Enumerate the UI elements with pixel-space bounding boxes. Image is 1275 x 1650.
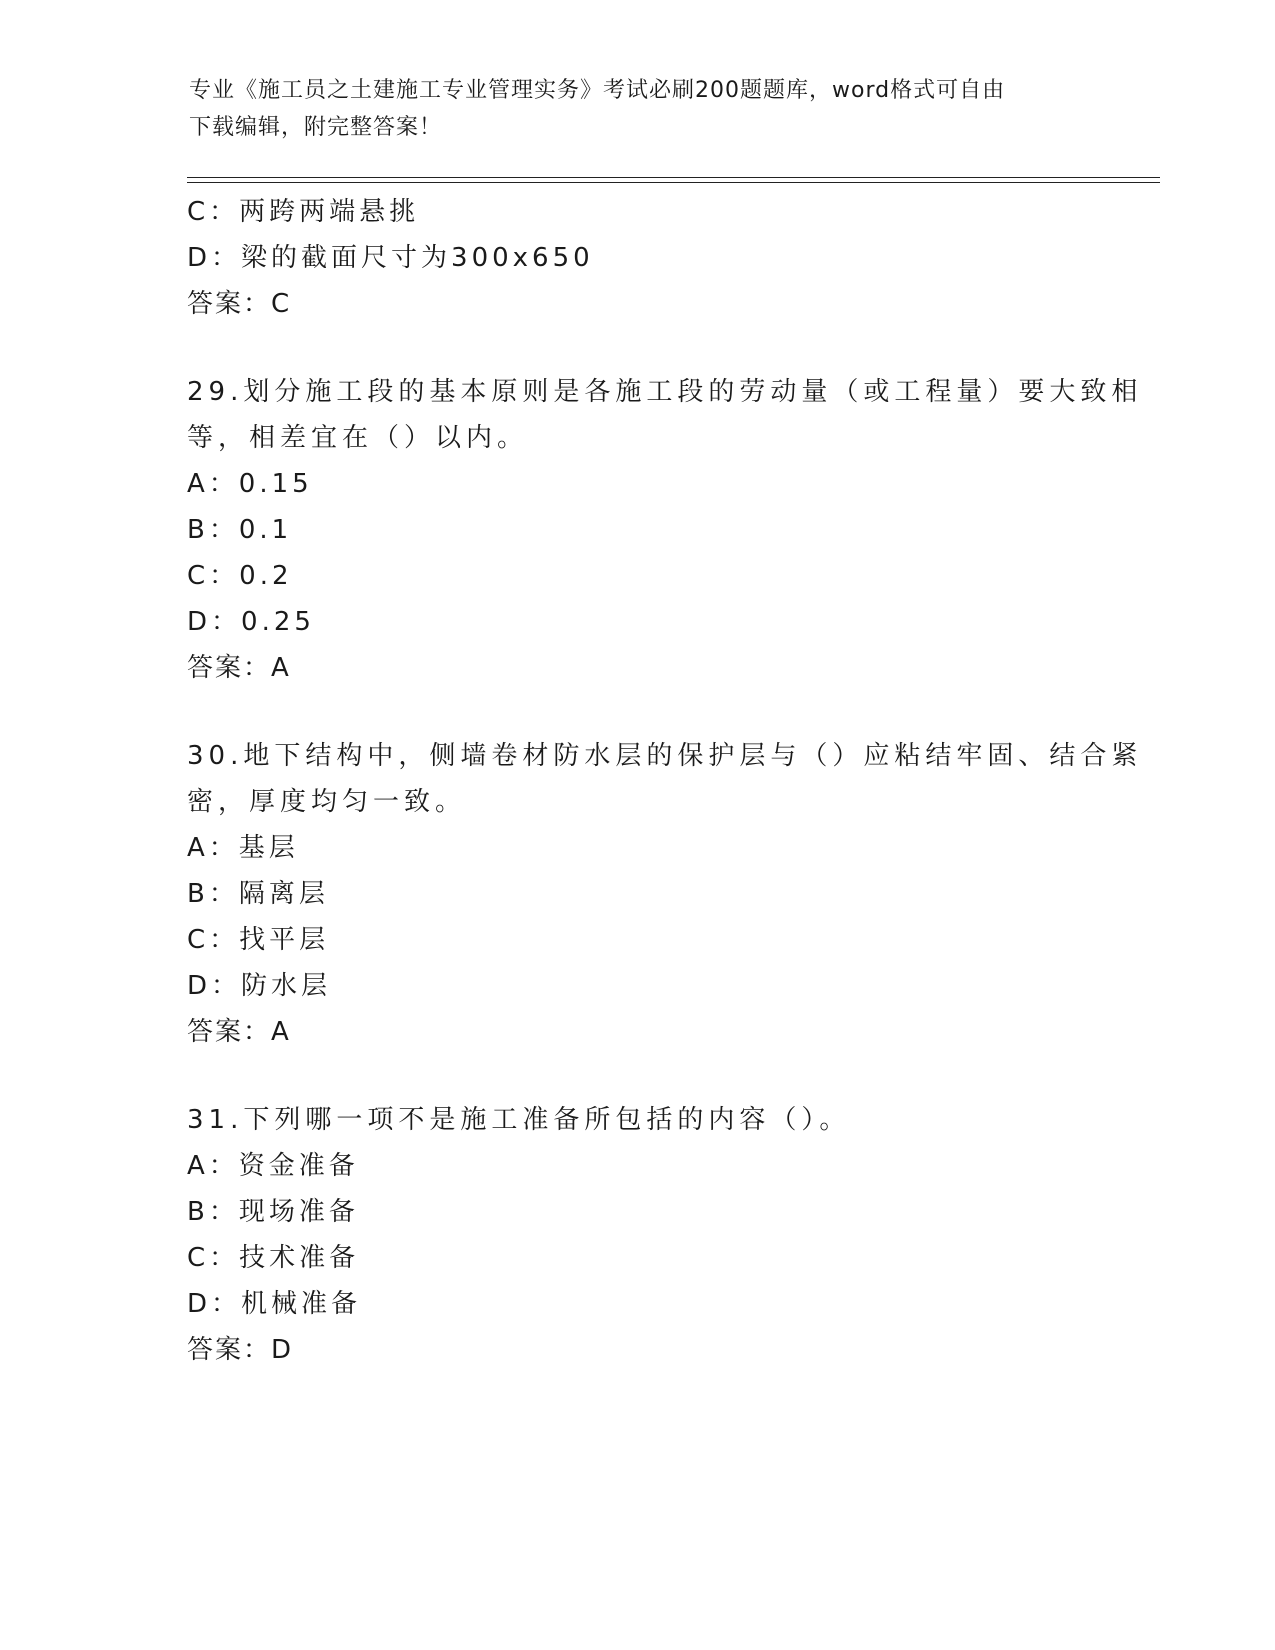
option-b: B：隔离层 — [187, 879, 329, 909]
document-header — [189, 72, 1089, 146]
answer-line: 答案：C — [187, 289, 292, 319]
option-d: D：防水层 — [187, 971, 332, 1001]
option-a: A：0.15 — [187, 469, 313, 499]
header-line-2: 下载编辑，附完整答案！ — [189, 115, 443, 140]
question-stem: 30.地下结构中，侧墙卷材防水层的保护层与（）应粘结牢固、结合紧 — [187, 741, 1143, 771]
option-b: B：0.1 — [187, 515, 293, 545]
question-29 — [187, 369, 1143, 691]
option-c: C：技术准备 — [187, 1243, 360, 1273]
header-line-1: 专业《施工员之土建施工专业管理实务》考试必刷200题题库，word格式可自由 — [189, 78, 1006, 103]
option-c: C：两跨两端悬挑 — [187, 197, 420, 227]
question-stem-continued: 密，厚度均匀一致。 — [187, 787, 467, 817]
answer-line: 答案：D — [187, 1335, 294, 1365]
answer-line: 答案：A — [187, 653, 291, 683]
header-divider-bottom — [187, 182, 1160, 183]
document-body — [187, 189, 1143, 1373]
option-d: D：0.25 — [187, 607, 315, 637]
option-c: C：找平层 — [187, 925, 330, 955]
option-c: C：0.2 — [187, 561, 293, 591]
question-30 — [187, 733, 1143, 1055]
answer-line: 答案：A — [187, 1017, 291, 1047]
question-stem-continued: 等，相差宜在（）以内。 — [187, 423, 529, 453]
question-stem: 29.划分施工段的基本原则是各施工段的劳动量（或工程量）要大致相 — [187, 377, 1143, 407]
question-stem: 31.下列哪一项不是施工准备所包括的内容（）。 — [187, 1105, 851, 1135]
option-d: D：机械准备 — [187, 1289, 362, 1319]
question-continued — [187, 189, 1087, 327]
option-a: A：资金准备 — [187, 1151, 359, 1181]
question-31 — [187, 1097, 1087, 1373]
option-a: A：基层 — [187, 833, 299, 863]
option-d: D：梁的截面尺寸为300x650 — [187, 243, 594, 273]
option-b: B：现场准备 — [187, 1197, 359, 1227]
header-divider-top — [187, 177, 1160, 178]
